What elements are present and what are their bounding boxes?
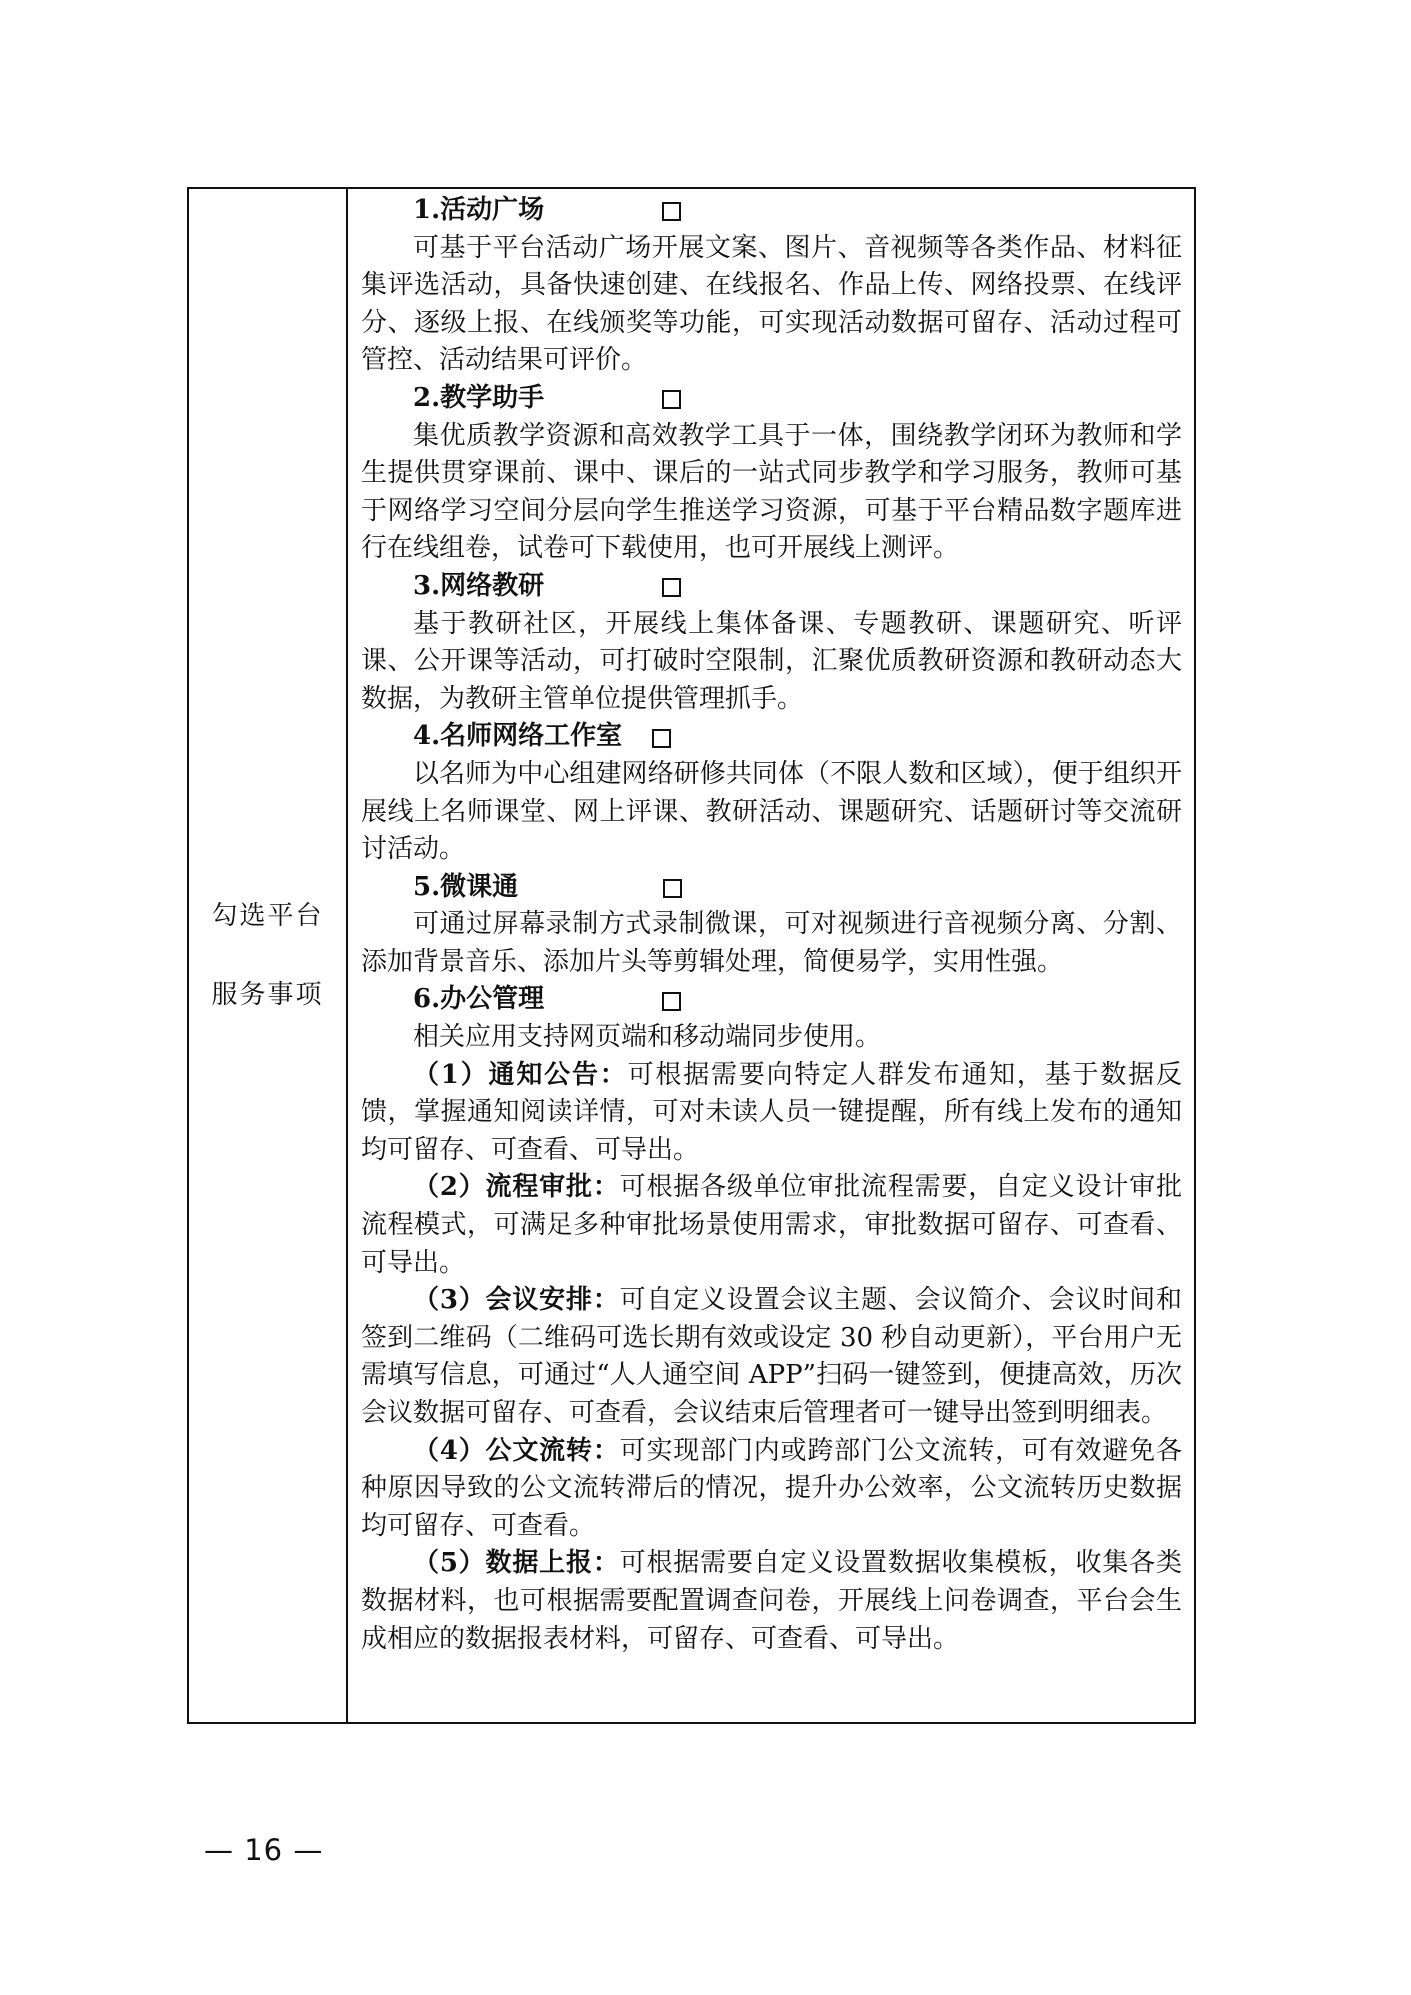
item-number: 1. [413,195,441,225]
item-title: 教学助手 [440,382,545,413]
row-label-cell [189,189,348,1722]
item-title: 微课通 [440,871,519,902]
page-number-footer [204,1833,323,1867]
sub-item-label: （5）数据上报： [413,1548,620,1579]
item-title: 网络教研 [440,570,545,601]
page-number: 16 [244,1833,284,1867]
item-description: 可基于平台活动广场开展文案、图片、音视频等各类作品、材料征集评选活动，具备快速创建、在线报名、作品上传、网络投票、在线评分、逐级上报、在线颁奖等功能，可实现活动数据可留存、活动过程可管控、活动结果可评价。 [361,232,1182,376]
sub-item-paragraph [361,1057,1182,1170]
sub-item-paragraph [361,1545,1182,1658]
item-description: 集优质教学资源和高效教学工具于一体，围绕教学闭环为教师和学生提供贯穿课前、课中、课后的一站式同步教学和学习服务，教师可基于网络学习空间分层向学生推送学习资源，可基于平台精品数字题库进行在线组卷，试卷可下载使用，也可开展线上测评。 [361,420,1182,564]
sub-item-label: （2）流程审批： [413,1172,620,1203]
sub-item-text: 可自定义设置会议主题、会议简介、会议时间和签到二维码（二维码可选长期有效或设定 30 秒自动更新），平台用户无需填写信息，可通过“人人通空间 APP”扫码一键签到，便捷高效，历次会议数据可留存、可查看，会议结束后管理者可一键导出签到明细表。 [361,1285,1182,1428]
service-item-heading [361,981,1182,1019]
service-item-heading [361,380,1182,418]
row-label-line2: 服务事项 [211,979,324,1010]
checkbox-master-teacher-studio[interactable] [652,729,671,748]
service-item-heading [361,869,1182,907]
item-title: 名师网络工作室 [440,721,623,752]
sub-item-text: 可实现部门内或跨部门公文流转，可有效避免各种原因导致的公文流转滞后的情况，提升办公效率，公文流转历史数据均可留存、可查看。 [361,1435,1182,1541]
service-item-heading [361,718,1182,756]
sub-item-text: 可根据需要自定义设置数据收集模板，收集各类数据材料，也可根据需要配置调查问卷，开展线上问卷调查，平台会生成相应的数据报表材料，可留存、可查看、可导出。 [361,1548,1182,1654]
checkbox-activity-square[interactable] [662,202,681,221]
footer-dash-left: — [204,1833,234,1867]
sub-item-text: 可根据各级单位审批流程需要，自定义设计审批流程模式，可满足多种审批场景使用需求，审批数据可留存、可查看、可导出。 [361,1172,1182,1278]
service-item-heading [361,192,1182,230]
service-items-cell [348,189,1194,1722]
service-form-table [187,187,1196,1724]
item-title: 活动广场 [440,195,545,225]
item-number: 4. [413,721,441,752]
checkbox-online-research[interactable] [662,578,681,597]
sub-item-text: 可根据需要向特定人群发布通知，基于数据反馈，掌握通知阅读详情，可对未读人员一键提醒，所有线上发布的通知均可留存、可查看、可导出。 [361,1059,1182,1165]
item-description: 可通过屏幕录制方式录制微课，可对视频进行音视频分离、分割、添加背景音乐、添加片头等剪辑处理，简便易学，实用性强。 [361,909,1182,977]
row-label-line1: 勾选平台 [211,900,324,931]
sub-item-label: （1）通知公告： [413,1059,628,1090]
sub-item-label: （3）会议安排： [413,1285,620,1316]
footer-dash-right: — [293,1833,324,1867]
sub-item-paragraph [361,1433,1182,1546]
item-number: 5. [413,871,441,902]
item-description: 以名师为中心组建网络研修共同体（不限人数和区域），便于组织开展线上名师课堂、网上评课、教研活动、课题研究、话题研讨等交流研讨活动。 [361,758,1182,865]
item-number: 3. [413,570,441,601]
item-title: 办公管理 [440,984,545,1015]
item-description: 相关应用支持网页端和移动端同步使用。 [413,1022,882,1053]
sub-item-label: （4）公文流转： [413,1435,620,1466]
checkbox-teaching-assistant[interactable] [662,390,681,409]
service-item-heading [361,568,1182,606]
checkbox-office-management[interactable] [662,992,681,1011]
sub-item-paragraph [361,1282,1182,1432]
item-number: 6. [413,984,441,1015]
item-description: 基于教研社区，开展线上集体备课、专题教研、课题研究、听评课、公开课等活动，可打破时空限制，汇聚优质教研资源和教研动态大数据，为教研主管单位提供管理抓手。 [361,608,1182,714]
checkbox-micro-lesson[interactable] [663,879,682,898]
item-number: 2. [413,382,441,413]
sub-item-paragraph [361,1169,1182,1282]
